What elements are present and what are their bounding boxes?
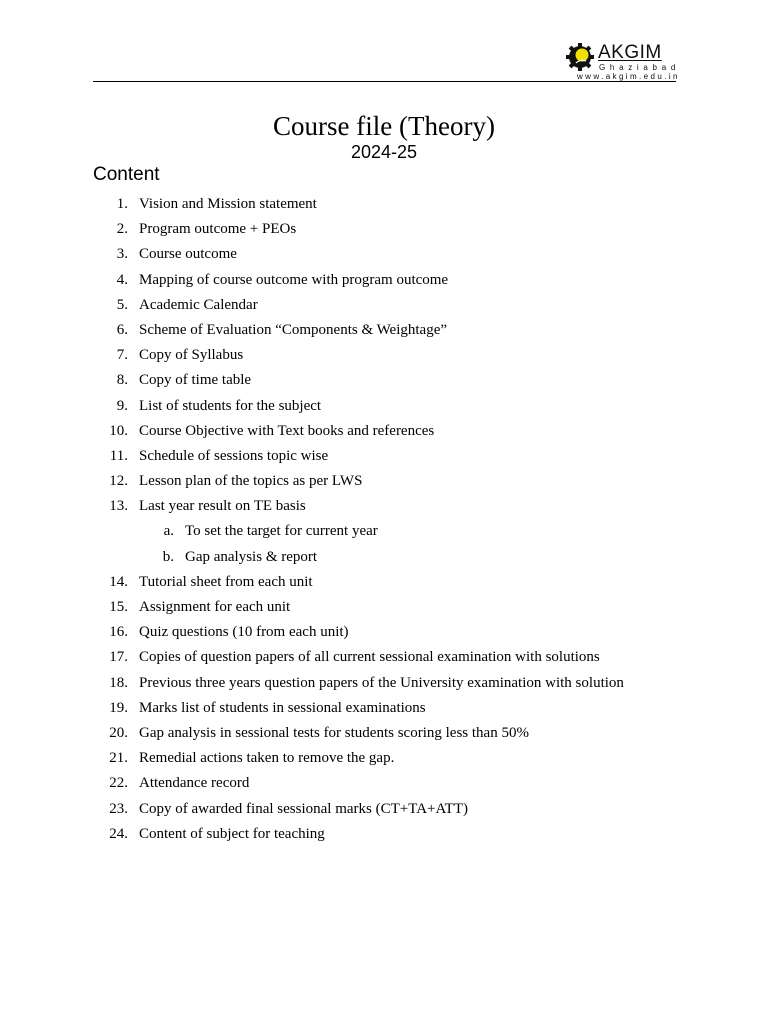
contents-item-text: Mapping of course outcome with program outcome (139, 271, 449, 288)
contents-item (0, 721, 768, 746)
contents-item-text: Lesson plan of the topics as per LWS (139, 473, 363, 490)
academic-year: 2024-25 (350, 142, 418, 162)
contents-item-number: a. (163, 523, 174, 540)
contents-item (0, 242, 768, 267)
contents-item-number: 18. (109, 674, 128, 691)
contents-item (0, 469, 768, 494)
header-divider (93, 81, 676, 82)
contents-item-number: 20. (109, 724, 128, 741)
contents-item-number: 3. (116, 246, 128, 263)
contents-item (0, 444, 768, 469)
contents-item-number: 12. (109, 473, 128, 490)
contents-item-number: 23. (109, 800, 128, 817)
logo-name: AKGIM (598, 42, 662, 63)
contents-item (0, 645, 768, 670)
contents-item (0, 419, 768, 444)
contents-item-number: 24. (109, 825, 128, 842)
contents-item (0, 797, 768, 822)
contents-item-text: Schedule of sessions topic wise (139, 447, 329, 464)
contents-item-text: Scheme of Evaluation “Components & Weightage” (139, 321, 448, 338)
contents-item-text: Copy of awarded final sessional marks (CT+TA+ATT) (139, 800, 468, 817)
page-title: Course file (Theory) (273, 111, 495, 141)
contents-item (0, 192, 768, 217)
contents-item (0, 394, 768, 419)
contents-item-text: Course Objective with Text books and references (139, 422, 435, 439)
contents-item-text: Copy of Syllabus (139, 347, 244, 364)
contents-item (0, 595, 768, 620)
contents-item-number: 13. (109, 498, 128, 515)
contents-item-text: Remedial actions taken to remove the gap. (139, 750, 395, 767)
contents-item-number: 15. (109, 599, 128, 615)
contents-subitem (0, 545, 768, 570)
contents-item (0, 494, 768, 519)
contents-item-text: To set the target for current year (185, 523, 378, 540)
contents-item-text: Tutorial sheet from each unit (139, 573, 313, 590)
contents-item-number: 7. (116, 347, 128, 364)
contents-item (0, 570, 768, 595)
logo-city: Ghaziabad (599, 63, 680, 72)
contents-item-number: 2. (116, 221, 128, 238)
gear-icon (565, 42, 595, 72)
contents-item-text: Content of subject for teaching (139, 825, 325, 842)
contents-item-number: 8. (116, 372, 128, 389)
contents-item-text: Quiz questions (10 from each unit) (139, 624, 349, 641)
contents-item-number: b. (162, 548, 174, 565)
contents-item-number: 17. (109, 649, 128, 666)
contents-item-text: Course outcome (139, 246, 237, 263)
contents-item-text: Previous three years question papers of the University examination with solution (139, 674, 624, 691)
contents-item (0, 771, 768, 796)
contents-item-text: Copies of question papers of all current sessional examination with solutions (139, 649, 600, 666)
contents-item-number: 16. (109, 624, 128, 641)
contents-item-number: 9. (116, 397, 128, 414)
contents-item (0, 671, 768, 696)
contents-item-text: Academic Calendar (139, 296, 258, 313)
contents-item (0, 746, 768, 771)
contents-item-number: 6. (116, 321, 128, 338)
contents-item (0, 293, 768, 318)
contents-item-text: Attendance record (139, 775, 250, 792)
contents-item-text: Vision and Mission statement (139, 196, 317, 212)
contents-item-text: Assignment for each unit (139, 599, 291, 615)
contents-item (0, 822, 768, 847)
contents-item (0, 318, 768, 343)
header-logo (565, 42, 680, 82)
contents-item (0, 217, 768, 242)
contents-item-text: Copy of time table (139, 372, 252, 389)
contents-item-number: 10. (109, 422, 128, 439)
contents-item-text: Program outcome + PEOs (139, 221, 297, 238)
contents-item-number: 19. (109, 699, 128, 716)
contents-item (0, 343, 768, 368)
contents-item (0, 368, 768, 393)
contents-item-text: Gap analysis in sessional tests for students scoring less than 50% (139, 724, 529, 741)
contents-item-text: Gap analysis & report (185, 548, 318, 565)
logo-url: www.akgim.edu.in (577, 72, 680, 81)
contents-item-text: Marks list of students in sessional examinations (139, 699, 426, 716)
contents-item-number: 22. (109, 775, 128, 792)
contents-item-number: 1. (116, 196, 128, 212)
contents-item (0, 268, 768, 293)
contents-item (0, 620, 768, 645)
contents-item-text: Last year result on TE basis (139, 498, 306, 515)
contents-item-number: 4. (116, 271, 128, 288)
contents-item-number: 11. (109, 447, 128, 464)
contents-item (0, 696, 768, 721)
contents-item-number: 5. (116, 296, 128, 313)
contents-subitem (0, 519, 768, 544)
section-heading: Content (93, 164, 160, 185)
contents-item-number: 14. (109, 573, 128, 590)
contents-list (0, 192, 768, 847)
contents-item-text: List of students for the subject (139, 397, 322, 414)
contents-item-number: 21. (109, 750, 128, 767)
